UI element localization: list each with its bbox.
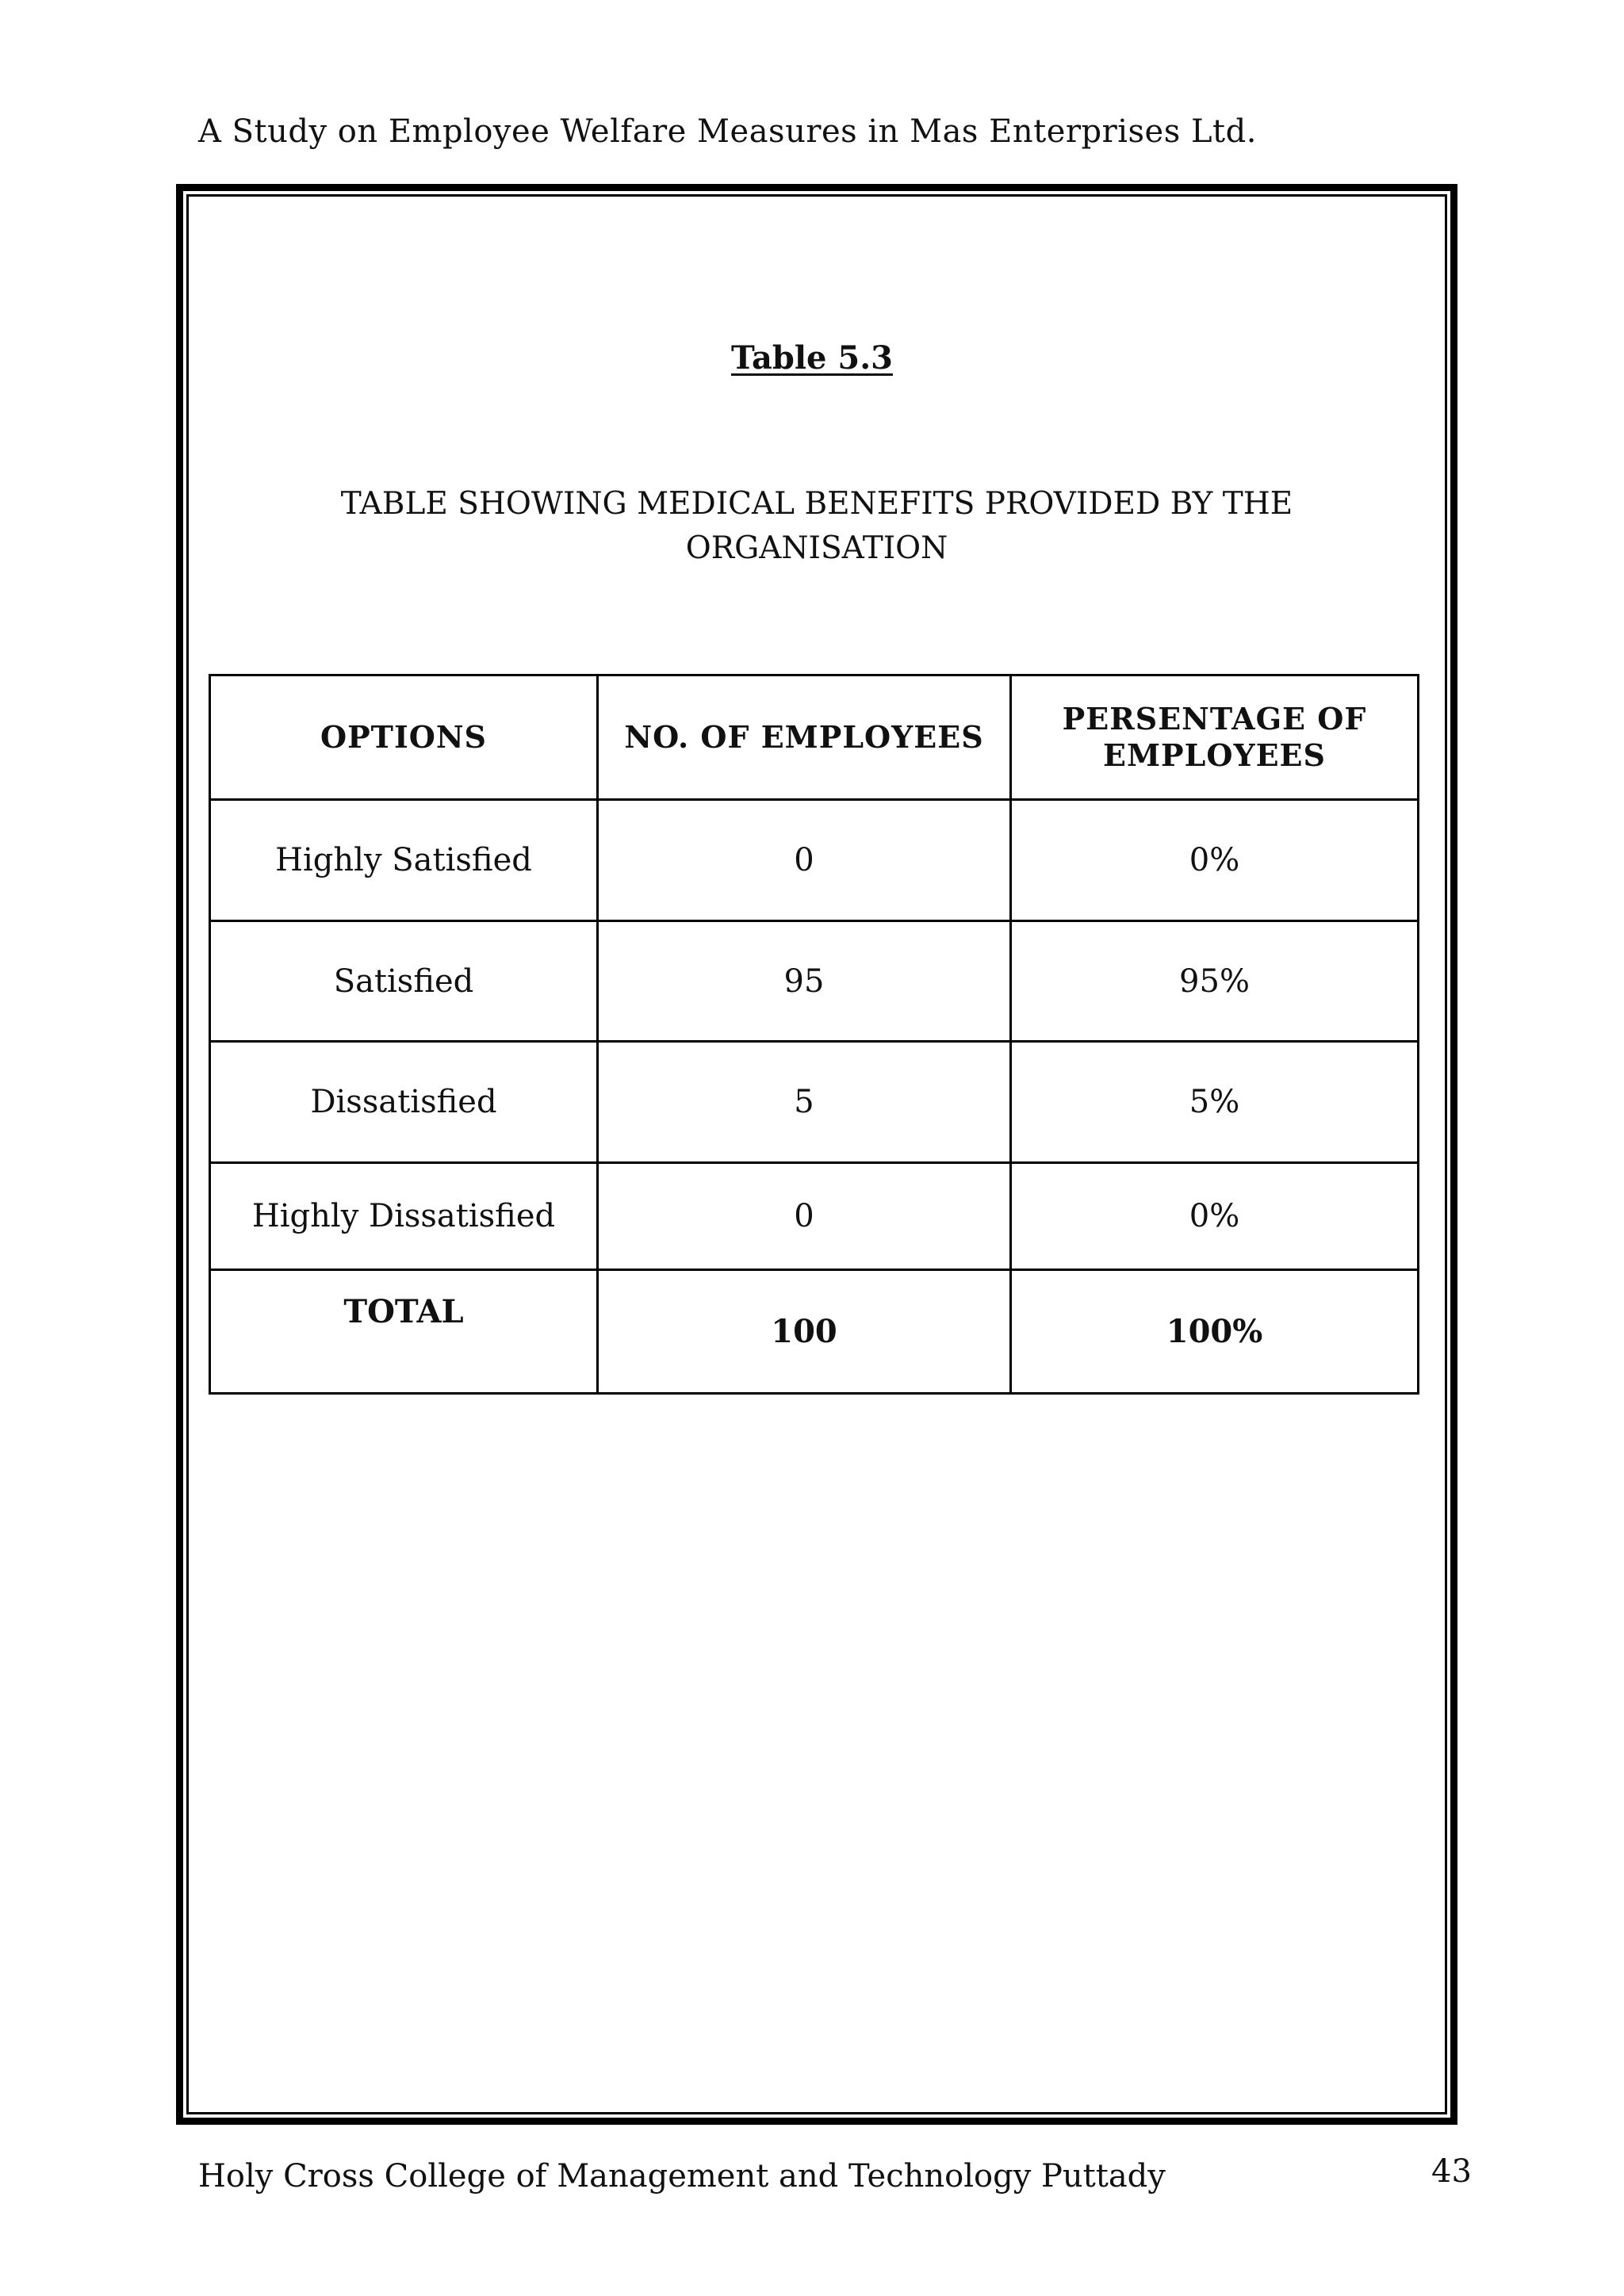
- option-cell: Highly Dissatisfied: [210, 1163, 598, 1270]
- percent-cell: 5%: [1011, 1042, 1419, 1163]
- option-cell: Satisfied: [210, 921, 598, 1042]
- count-cell: 0: [598, 800, 1011, 921]
- medical-benefits-table: [209, 674, 1419, 1395]
- table-row: [210, 1163, 1419, 1270]
- table-number: [0, 339, 1624, 377]
- table-caption-line-2: ORGANISATION: [685, 530, 948, 566]
- table-caption-line-1: TABLE SHOWING MEDICAL BENEFITS PROVIDED BY THE: [340, 486, 1293, 522]
- percent-cell: 0%: [1011, 1163, 1419, 1270]
- running-footer: Holy Cross College of Management and Technology Puttady: [198, 2158, 1166, 2195]
- count-cell: 95: [598, 921, 1011, 1042]
- option-cell: Highly Satisfied: [210, 800, 598, 921]
- table-caption: [301, 482, 1332, 571]
- total-row: [210, 1270, 1419, 1394]
- column-header-options: OPTIONS: [210, 675, 598, 800]
- total-percent-cell: 100%: [1011, 1270, 1419, 1394]
- page-number: 43: [1431, 2153, 1472, 2190]
- table-header-row: [210, 675, 1419, 800]
- total-label-cell: TOTAL: [210, 1270, 598, 1394]
- running-header: A Study on Employee Welfare Measures in Mas Enterprises Ltd.: [198, 113, 1257, 150]
- table-row: [210, 800, 1419, 921]
- count-cell: 0: [598, 1163, 1011, 1270]
- column-header-employee-percentage: PERSENTAGE OF EMPLOYEES: [1011, 675, 1419, 800]
- percent-cell: 95%: [1011, 921, 1419, 1042]
- percent-cell: 0%: [1011, 800, 1419, 921]
- table-row: [210, 1042, 1419, 1163]
- count-cell: 5: [598, 1042, 1011, 1163]
- column-header-employee-count: NO. OF EMPLOYEES: [598, 675, 1011, 800]
- total-count-cell: 100: [598, 1270, 1011, 1394]
- option-cell: Dissatisfied: [210, 1042, 598, 1163]
- table-row: [210, 921, 1419, 1042]
- table-number-text: Table 5.3: [731, 339, 893, 377]
